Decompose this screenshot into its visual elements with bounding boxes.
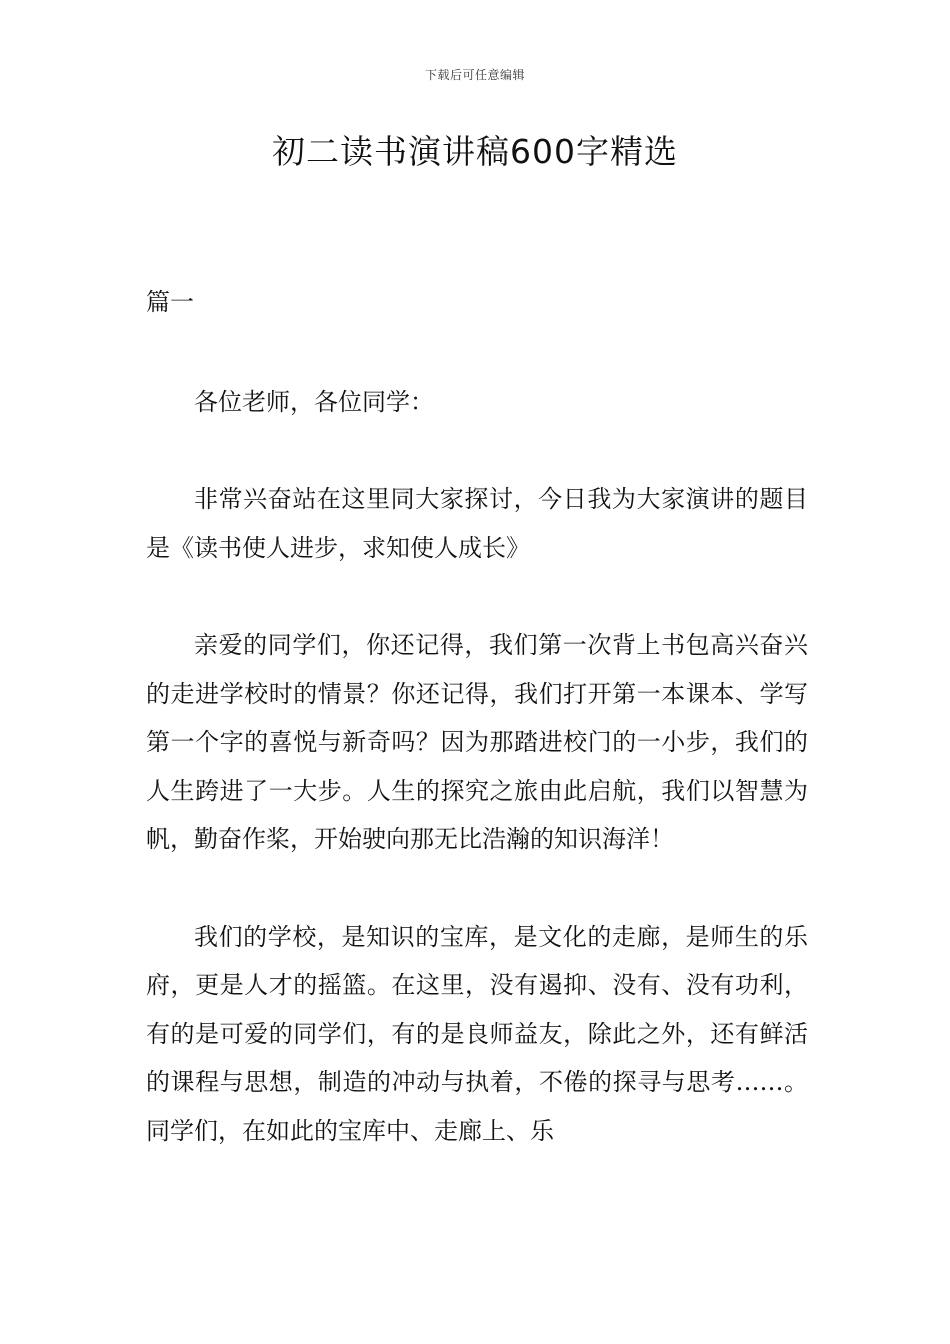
section-label: 篇一 [146, 288, 194, 316]
body-text [146, 378, 808, 1204]
paragraph-greeting: 各位老师，各位同学： [194, 388, 434, 416]
paragraph-memories: 亲爱的同学们，你还记得，我们第一次背上书包高兴奋兴的走进学校时的情景？你还记得，我们打开第一本课本、学写第一个字的喜悦与新奇吗？因为那踏进校门的一小步，我们的人生跨进了一大步。人生的探究之旅由此启航，我们以智慧为帆，勤奋作桨，开始驶向那无比浩瀚的知识海洋！ [146, 630, 808, 854]
paragraph-school: 我们的学校，是知识的宝库，是文化的走廊，是师生的乐府，更是人才的摇篮。在这里，没有遏抑、没有、没有功利，有的是可爱的同学们，有的是良师益友，除此之外，还有鲜活的课程与思想，制造的冲动与执着，不倦的探寻与思考……。同学们，在如此的宝库中、走廊上、乐 [146, 922, 808, 1145]
document-title: 初二读书演讲稿600字精选 [272, 132, 678, 171]
header-note: 下载后可任意编辑 [424, 68, 525, 82]
paragraph-topic: 非常兴奋站在这里同大家探讨，今日我为大家演讲的题目是《读书使人进步，求知使人成长》 [146, 485, 808, 562]
